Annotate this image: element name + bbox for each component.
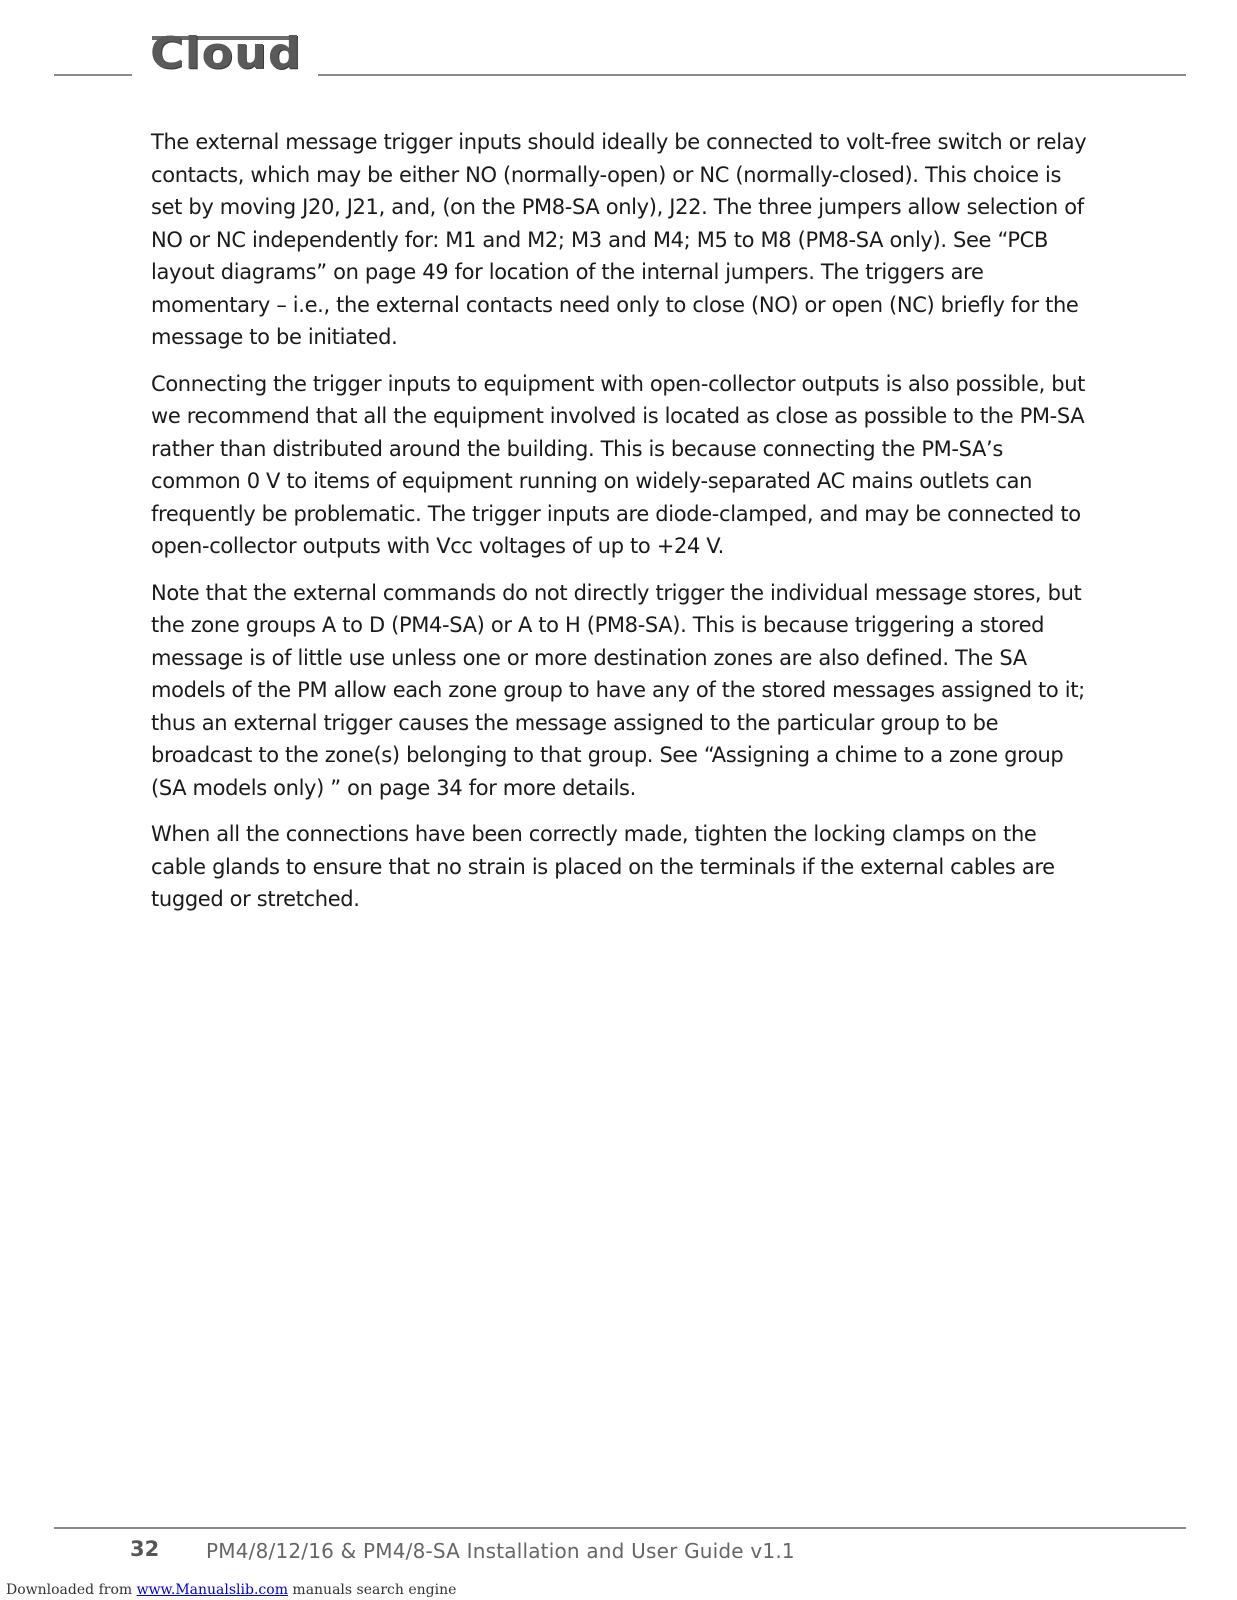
page-body [151,126,1091,930]
footer-title: PM4/8/12/16 & PM4/8-SA Installation and User Guide v1.1 [206,1539,795,1563]
paragraph-zone-groups: Note that the external commands do not directly trigger the individual message stores, but the zone groups A to D (PM4-SA) or A to H (PM8-SA). This is because triggering a stored message is of little use unless one or more destination zones are also defined. The SA models of the PM allow each zone group to have any of the stored messages assigned to it; thus an external trigger causes the message assigned to the particular group to be broadcast to the zone(s) belonging to that group. See “Assigning a chime to a zone group (SA models only) ” on page 34 for more details. [151,580,1085,800]
footer-rule [54,1527,1186,1529]
paragraph-trigger-inputs: The external message trigger inputs should ideally be connected to volt-free switch or relay contacts, which may be either NO (normally-open) or NC (normally-closed). This choice is set by moving J20, J21, and, (on the PM8-SA only), J22. The three jumpers allow selection of NO or NC independently for: M1 and M2; M3 and M4; M5 to M8 (PM8-SA only). See “PCB layout diagrams” on page 49 for location of the internal jumpers. The triggers are momentary – i.e., the external contacts need only to close (NO) or open (NC) briefly for the message to be initiated. [151,130,1087,349]
paragraph-open-collector: Connecting the trigger inputs to equipment with open-collector outputs is also possible, but we recommend that all the equipment involved is located as close as possible to the PM-SA rather than distributed around the building. This is because connecting the PM-SA’s common 0 V to items of equipment running on widely-separated AC mains outlets can frequently be problematic. The trigger inputs are diode-clamped, and may be connected to open-collector outputs with Vcc voltages of up to +24 V. [151,371,1086,558]
header-rule-left [54,74,132,76]
download-prefix: Downloaded from [6,1582,137,1598]
page-number: 32 [130,1537,160,1561]
download-notice [6,1582,456,1598]
cloud-logo: Cloud [150,27,302,79]
header-rule-right [318,74,1186,76]
download-suffix: manuals search engine [287,1582,457,1598]
paragraph-cable-glands: When all the connections have been correctly made, tighten the locking clamps on the cable glands to ensure that no strain is placed on the terminals if the external cables are tugged or stretched. [151,822,1055,911]
manualslib-link[interactable]: www.Manualslib.com [136,1582,288,1598]
